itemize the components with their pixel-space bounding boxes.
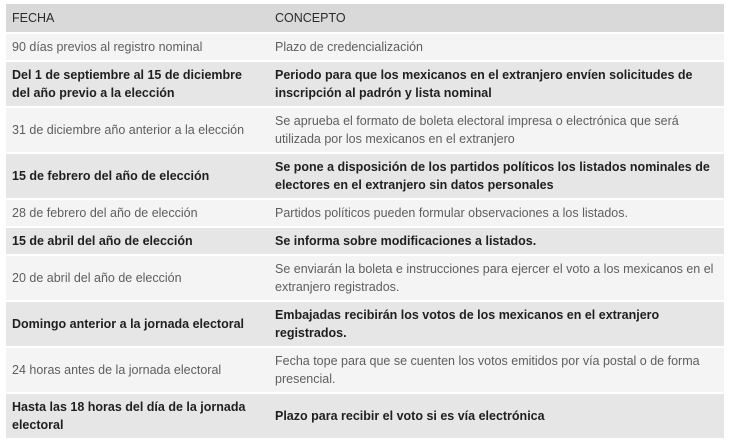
electoral-calendar-table (6, 4, 724, 440)
fecha-cell: 90 días previos al registro nominal (6, 34, 269, 62)
concepto-cell: Se pone a disposición de los partidos políticos los listados nominales de electores en el extranjero sin datos personales (269, 154, 724, 200)
concepto-cell: Embajadas recibirán los votos de los mexicanos en el extranjero registrados. (269, 302, 724, 348)
table-row (6, 302, 724, 348)
concepto-cell: Se enviarán la boleta e instrucciones para ejercer el voto a los mexicanos en el extranjero registrados. (269, 256, 724, 302)
fecha-cell: Del 1 de septiembre al 15 de diciembre del año previo a la elección (6, 62, 269, 108)
fecha-cell: 15 de febrero del año de elección (6, 154, 269, 200)
column-header-fecha: FECHA (6, 4, 269, 34)
fecha-cell: 31 de diciembre año anterior a la elección (6, 108, 269, 154)
table-row (6, 154, 724, 200)
concepto-cell: Se informa sobre modificaciones a listados. (269, 228, 724, 256)
concepto-cell: Se aprueba el formato de boleta electoral impresa o electrónica que será utilizada por los mexicanos en el extranjero (269, 108, 724, 154)
table-row (6, 228, 724, 256)
concepto-cell: Plazo para recibir el voto si es vía electrónica (269, 394, 724, 440)
fecha-cell: 20 de abril del año de elección (6, 256, 269, 302)
column-header-concepto: CONCEPTO (269, 4, 724, 34)
fecha-cell: 24 horas antes de la jornada electoral (6, 348, 269, 394)
table-row (6, 34, 724, 62)
table-row (6, 256, 724, 302)
table-header-row (6, 4, 724, 34)
fecha-cell: 28 de febrero del año de elección (6, 200, 269, 228)
concepto-cell: Plazo de credencialización (269, 34, 724, 62)
table-row (6, 62, 724, 108)
table-row (6, 348, 724, 394)
concepto-cell: Partidos políticos pueden formular observaciones a los listados. (269, 200, 724, 228)
fecha-cell: Domingo anterior a la jornada electoral (6, 302, 269, 348)
table-row (6, 200, 724, 228)
fecha-cell: Hasta las 18 horas del día de la jornada electoral (6, 394, 269, 440)
table-row (6, 394, 724, 440)
concepto-cell: Fecha tope para que se cuenten los votos emitidos por vía postal o de forma presencial. (269, 348, 724, 394)
table-row (6, 108, 724, 154)
concepto-cell: Periodo para que los mexicanos en el extranjero envíen solicitudes de inscripción al padrón y lista nominal (269, 62, 724, 108)
fecha-cell: 15 de abril del año de elección (6, 228, 269, 256)
